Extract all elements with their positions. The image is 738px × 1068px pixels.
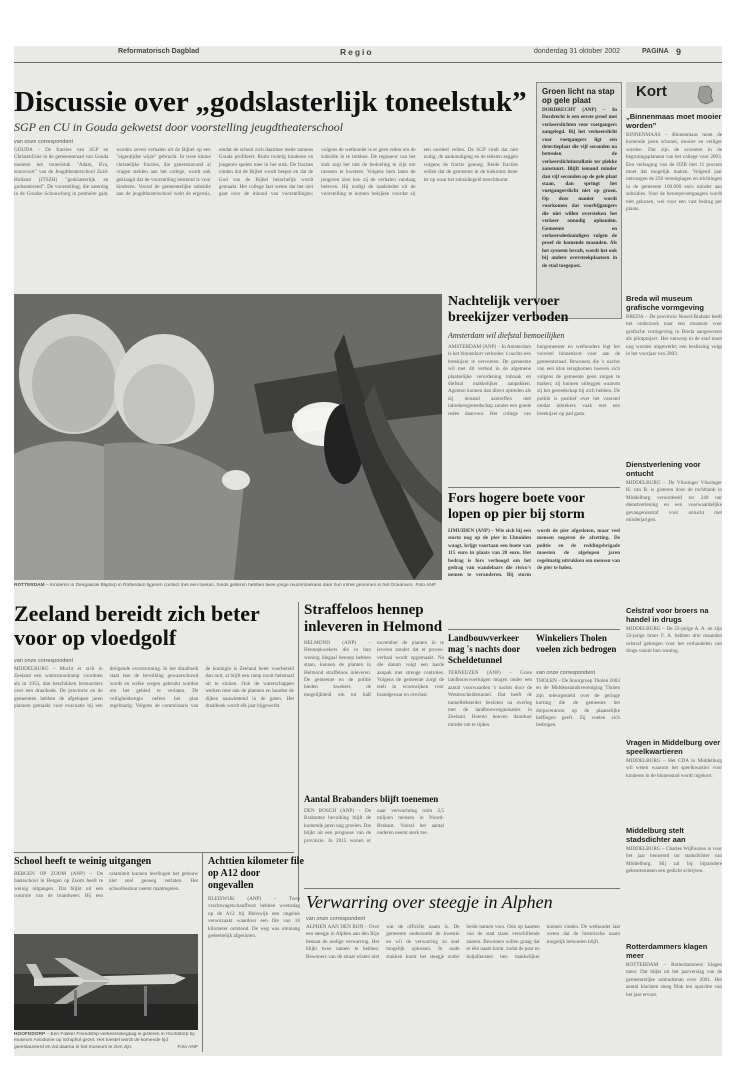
kort-item-headline: „Binnenmaas moet mooier worden” xyxy=(626,112,722,130)
vervoer-headline: Nachtelijk vervoer breekijzer verboden xyxy=(448,294,569,325)
zeeland-body: MIDDELBURG – Mocht er zich in Zeeland een watersnoodramp voordoen als in 1953, dan beschikken bestuurders over een draaiboek. De provincie en de gemeenten hebben de afgelopen jaren plannen gemaakt voor evacuatie bij een dreigende overstroming. In het draaiboek staat hoe de bevolking gewaarschuwd wordt en welke wegen gebruikt worden om het gebied te verlaten. De veiligheidsregio oefent het plan regelmatig. Volgens de commissaris van de koningin is Zeeland beter voorbereid dan ooit, al blijft een ramp nooit helemaal uit te sluiten. Ook de waterschappen werken mee aan de plannen en houden de dijken nauwlettend in de gaten. Het draaiboek wordt elk jaar bijgewerkt. xyxy=(14,666,294,710)
photo-credit: Foto ANP xyxy=(415,583,436,588)
alphen-headline: Verwarring over steegje in Alphen xyxy=(306,892,553,912)
lead-body: GOUDA – De fracties van SGP en ChristenUnie in de gemeenteraad van Gouda noemen het toneelstuk "Adam, Eva, enzovoort" van de Jeugdtheaterschool Zuid-Holland (JTSZH) "godslasterlijk en godsonterend". De voorstelling, die zaterdag in de Goudse Schouwburg in première gaat, worden zeven verhalen uit de Bijbel op een "eigentijdse wijze" gebracht. In twee kleine christelijke fracties, die gisterenavond al vragen stelden aan het college, wordt ook geklaagd dat de voorstelling bestemd is voor kinderen. Vooral de gemeentelijke subsidie aan de jeugdtheaterschool wekt de ergernis, omdat de school zich daarmee mede namens Gouda profileert. Ruim twintig kinderen en jongeren spelen mee in het stuk. De fracties vinden dat de Bijbel wordt bespot en dat de God van de Bijbel belachelijk wordt gemaakt. Het college laat weten dat het niet gaat over de inhoud van voorstellingen; volgens de wethouder is er geen reden om de subsidie in te trekken. De regisseur van het stuk zegt het niet de bedoeling te zijn om mensen te kwetsen. Volgens hem laten de jongeren zien hoe zij de verhalen vandaag beleven. Hij nodigt de raadsleden uit de voorstelling te komen bekijken voordat zij een oordeel vellen. De SGP vindt dat niet nodig; de aankondiging en de teksten zeggen volgens de fractie genoeg. Beide fracties willen dat de gemeente in de toekomst beter let op waar het subsidiegeld terechtkomt. xyxy=(14,147,518,198)
page-number: 9 xyxy=(676,47,682,57)
kort-item-body: ROTTERDAM – Rotterdammers klagen meer. Dat blijkt uit het jaarverslag van de gemeentelijke ombudsman over 2001. Het aantal klachten steeg flink ten opzichte van het jaar ervoor. xyxy=(626,962,722,998)
kort-column xyxy=(626,82,722,1056)
kort-item-body: MIDDELBURG – Het CDA in Middelburg wil weten waarom het speelkwartier voor kinderen in de binnenstad wordt ingekort. xyxy=(626,758,722,779)
zeeland-byline: van onze correspondent xyxy=(14,658,74,664)
kort-item-body: MIDDELBURG – De 23-jarige A. A. en zijn 33-jarige broer F. A. hebben drie maanden celstraf gekregen voor het verhandelen van drugs vanuit hun woning. xyxy=(626,626,722,655)
caption-place: HOOFDDORP xyxy=(14,1032,46,1037)
kort-item-body: MIDDELBURG – De Vlissinger Vlissinger H. van B. is gisteren door de rechtbank in Middelburg veroordeeld tot 240 uur dienstverlening en een voorwaardelijke gevangenisstraf voor ontucht met minderjarigen. xyxy=(626,480,722,524)
kort-item-headline: Middelburg stelt stadsdichter aan xyxy=(626,826,686,844)
vervoer-subheadline: Amsterdam wil diefstal bemoeilijken xyxy=(448,331,565,340)
aircraft-photo-caption xyxy=(14,1032,198,1051)
landbouw-headline: Landbouwverkeer mag 's nachts door Scheldetunnel xyxy=(448,633,521,665)
kort-item-body: BINNENMAAS – Binnenmaas moet de komende jaren schoner, mooier en veiliger worden. Dat zijn de accenten in de begrotingsplannen van het college voor 2003. Een verhoging van de OZB met 11 procent moet dat mogelijk maken. Volgend jaar ontvangen de 250 verenigingen en stichtingen in de gemeente 100.000 euro minder aan subsidies. Voor de beroepsvoetgangers wordt niet gekozen, wel voor een vast bedrag per plaats. xyxy=(626,132,722,213)
kort-item-body: MIDDELBURG – Charles Wijlhuizen is voor het jaar benoemd tot stadsdichter van Middelburg. Hij zal bij bijzondere gebeurtenissen een gedicht schrijven. xyxy=(626,846,722,875)
section-name: Regio xyxy=(340,47,374,57)
winkeliers-body: THOLEN – De Stoorgroep Tholen 2003 en de Middenstandsvereniging Tholen zijn teleurgesteld over de geringe korting die de gemeente het dorpscentrum op de plaatselijke heffingen geeft. Zij voelen zich bedrogen. xyxy=(536,678,620,729)
brabant-body: DEN BOSCH (ANP) – De Brabantse bevolking blijft de komende jaren nog groeien. Dat blijkt uit een prognose van de provincie. In 2015 wonen er naar verwachting ruim 2,5 miljoen mensen in Noord-Brabant. Vooral het aantal ouderen neemt sterk toe. xyxy=(304,808,444,844)
newspaper-page xyxy=(14,46,722,1056)
divider xyxy=(202,852,203,1052)
divider xyxy=(448,487,620,488)
kort-box xyxy=(536,82,622,319)
vervoer-body: AMSTERDAM (ANP) – In Amsterdam is het binnenkort verboden 's nachts een breekijzer te vervoeren. De gemeente wil met dit verbod in de algemene plaatselijke verordening inbraak en diefstal makkelijker aanpakken. Agenten kunnen dan direct optreden als zij iemand aantreffen met inbrekersgereedschap zonder een goede reden daarvoor. Het college van burgemeester en wethouders legt het voorstel binnenkort voor aan de gemeenteraad. Bewoners die 's nachts van een klus terugkomen hoeven zich volgens de gemeente geen zorgen te maken; zij kunnen uitleggen waarom zij het gereedschap bij zich hebben. De politie is positief over het voorstel omdat inbrekers vaak met een breekijzer op pad gaan. xyxy=(448,344,620,417)
winkeliers-byline: van onze correspondent xyxy=(536,670,596,676)
caption-text: – Kinderen in Diergaarde Blijdorp in Rotterdam tijgeren contact met een toekan. Sinds gisteren hebben twee jonge reuzentoekans daar hun intrek genomen in het Oceanium. xyxy=(46,583,414,588)
hennep-headline: Straffeloos hennep inleveren in Helmond xyxy=(304,602,443,635)
toucan-photo xyxy=(14,294,442,580)
kort-item-body: BREDA – De provincie Noord-Brabant heeft het onderzoek naar een museum voor grafische vormgeving in Breda aangewezen als pilotproject. Het ontwerp in de stad moet nog worden uitgewerkt; een beslissing volgt in het voorjaar van 2003. xyxy=(626,314,722,358)
kort-item-headline: Rotterdammers klagen meer xyxy=(626,942,708,960)
kort-item-headline: Breda wil museum grafische vormgeving xyxy=(626,294,704,312)
boete-body: IJMUIDEN (ANP) – Wie zich bij een storm nog op de pier in IJmuiden waagt, krijgt voortaan een boete van 115 euro in plaats van 20 euro. Het bedrag is fors verhoogd om het gedrag van wandelaars die risico's nemen te veranderen. Bij storm wordt de pier afgesloten, maar veel mensen negeren de afzetting. De politie en de reddingsbrigade moesten de afgelopen jaren regelmatig uitrukken om mensen van de pier te halen. xyxy=(448,528,620,579)
landbouw-body: TERNEUZEN (ANP) – Grote landbouwvoertuigen mogen onder een aantal voorwaarden 's nachts door de Westerscheldetunnel. Dat heeft de tunnelbeheerder besloten na overleg met de landbouworganisaties in Zeeland. Boeren hoeven daardoor minder om te rijden. xyxy=(448,670,532,728)
kort-item-headline: Celstraf voor broers na handel in drugs xyxy=(626,606,709,624)
school-body: BERGEN OP ZOOM (ANP) – De basisschool in Bergen op Zoom heeft te weinig uitgangen. Dat blijkt uit een controle van de brandweer. Bij een calamiteit kunnen leerlingen het gebouw niet snel genoeg verlaten. Het schoolbestuur neemt maatregelen. xyxy=(14,871,198,900)
divider xyxy=(448,629,620,630)
alphen-body: ALPHEN AAN DEN RIJN – Over een steegje in Alphen aan den Rijn bestaat de nodige verwarring. Het blijkt twee namen te hebben. Bewoners van de straat wisten niet wat de officiële naam is. De gemeente onderzoekt de kwestie en wil de verwarring zo snel mogelijk oplossen. In oude stukken komt het steegje onder beide namen voor. Ook op kaarten van de stad staan verschillende namen. Bewoners willen graag dat er één naam komt, zodat de post en hulpdiensten hen makkelijker kunnen vinden. De wethouder laat weten dat de historische naam mogelijk behouden blijft. xyxy=(306,924,620,960)
caption-text: – Een Fokker Friendship-verkeersvliegtuig is gisteren in Hoofddorp bij museum Aviodome op Schiphol gezet. Het toestel wordt de komende tijd gerestaureerd en zal daarna in het museum te zien zijn. xyxy=(14,1032,195,1050)
brabant-headline: Aantal Brabanders blijft toenemen xyxy=(304,794,439,804)
alphen-byline: van onze correspondent xyxy=(306,916,366,922)
school-headline: School heeft te weinig uitgangen xyxy=(14,856,152,867)
lead-headline: Discussie over „godslasterlijk toneelstuk” xyxy=(14,86,527,118)
paper-name: Reformatorisch Dagblad xyxy=(118,48,200,55)
boete-headline: Fors hogere boete voor lopen op pier bij storm xyxy=(448,491,585,522)
file-headline: Achttien kilometer file op A12 door ongevallen xyxy=(208,856,304,891)
photo-children-toucan xyxy=(14,294,442,580)
kort-box-headline: Groen licht na stap op gele plaat xyxy=(542,87,615,105)
lead-subheadline: SGP en CU in Gouda gekwetst door voorstelling jeugdtheaterschool xyxy=(14,120,344,134)
kort-item-headline: Vragen in Middelburg over speelkwartieren xyxy=(626,738,721,756)
zeeland-headline: Zeeland bereidt zich beter voor op vloedgolf xyxy=(14,601,260,650)
photo-fokker-aircraft xyxy=(14,934,198,1030)
caption-place: ROTTERDAM xyxy=(14,583,45,588)
divider xyxy=(14,852,294,853)
kort-title-bar xyxy=(626,82,722,108)
page-label: PAGINA xyxy=(642,48,669,55)
netherlands-map-icon xyxy=(694,84,716,106)
kort-box-body: DORDRECHT (ANP) – In Dordrecht is een eerste proef met verkeerslichten voor voetgangers aangelegd. Bij het verkeerslicht voor voetgangers ligt een detectieplaat die vijf seconden na betreden de verkeerslichtinstallatie ter plekke aanstuurt. Blijft iemand minder dan vijf seconden op de gele plaat staan, dan springt het voetgangerslicht niet op groen. Op deze manier wordt voorkomen dat voorbijgangers die niet willen oversteken het verkeer onnodig ophouden. Gemeente en verkeersdeskundigen volgen de proef de komende maanden. Als het systeem bevalt, wordt het ook bij andere oversteekplaatsen in de stad toegepast. xyxy=(542,107,617,269)
page-header xyxy=(14,46,722,63)
divider xyxy=(304,888,620,889)
aircraft-photo xyxy=(14,934,198,1030)
page-date: donderdag 31 oktober 2002 xyxy=(534,48,621,55)
winkeliers-headline: Winkeliers Tholen voelen zich bedrogen xyxy=(536,633,617,654)
lead-byline: van onze correspondent xyxy=(14,139,74,145)
hennep-body: HELMOND (ANP) – Hennepkwekers die in hun woning illegaal hennep hebben staan, kunnen de planten in Helmond straffeloos inleveren. De gemeente en de politie bieden kwekers de mogelijkheid om tot half november de planten in te leveren zonder dat er proces-verbaal wordt opgemaakt. Na die datum volgt een harde aanpak met strenge controles. Volgens de gemeente zorgt de teelt in woonwijken voor brandgevaar en overlast. xyxy=(304,640,444,698)
kort-title: Kort xyxy=(636,83,667,100)
kort-item-headline: Dienstverlening voor ontucht xyxy=(626,460,701,478)
toucan-photo-caption xyxy=(14,583,436,589)
file-body: BLEISWIJK (ANP) – Twee vrachtwagenchauffeurs hebben woensdag op de A12 bij Bleiswijk een ongeluk veroorzaakt waardoor een file van 18 kilometer ontstond. De weg was urenlang gedeeltelijk afgesloten. xyxy=(208,896,300,940)
photo-credit: Foto ANP xyxy=(177,1044,198,1050)
